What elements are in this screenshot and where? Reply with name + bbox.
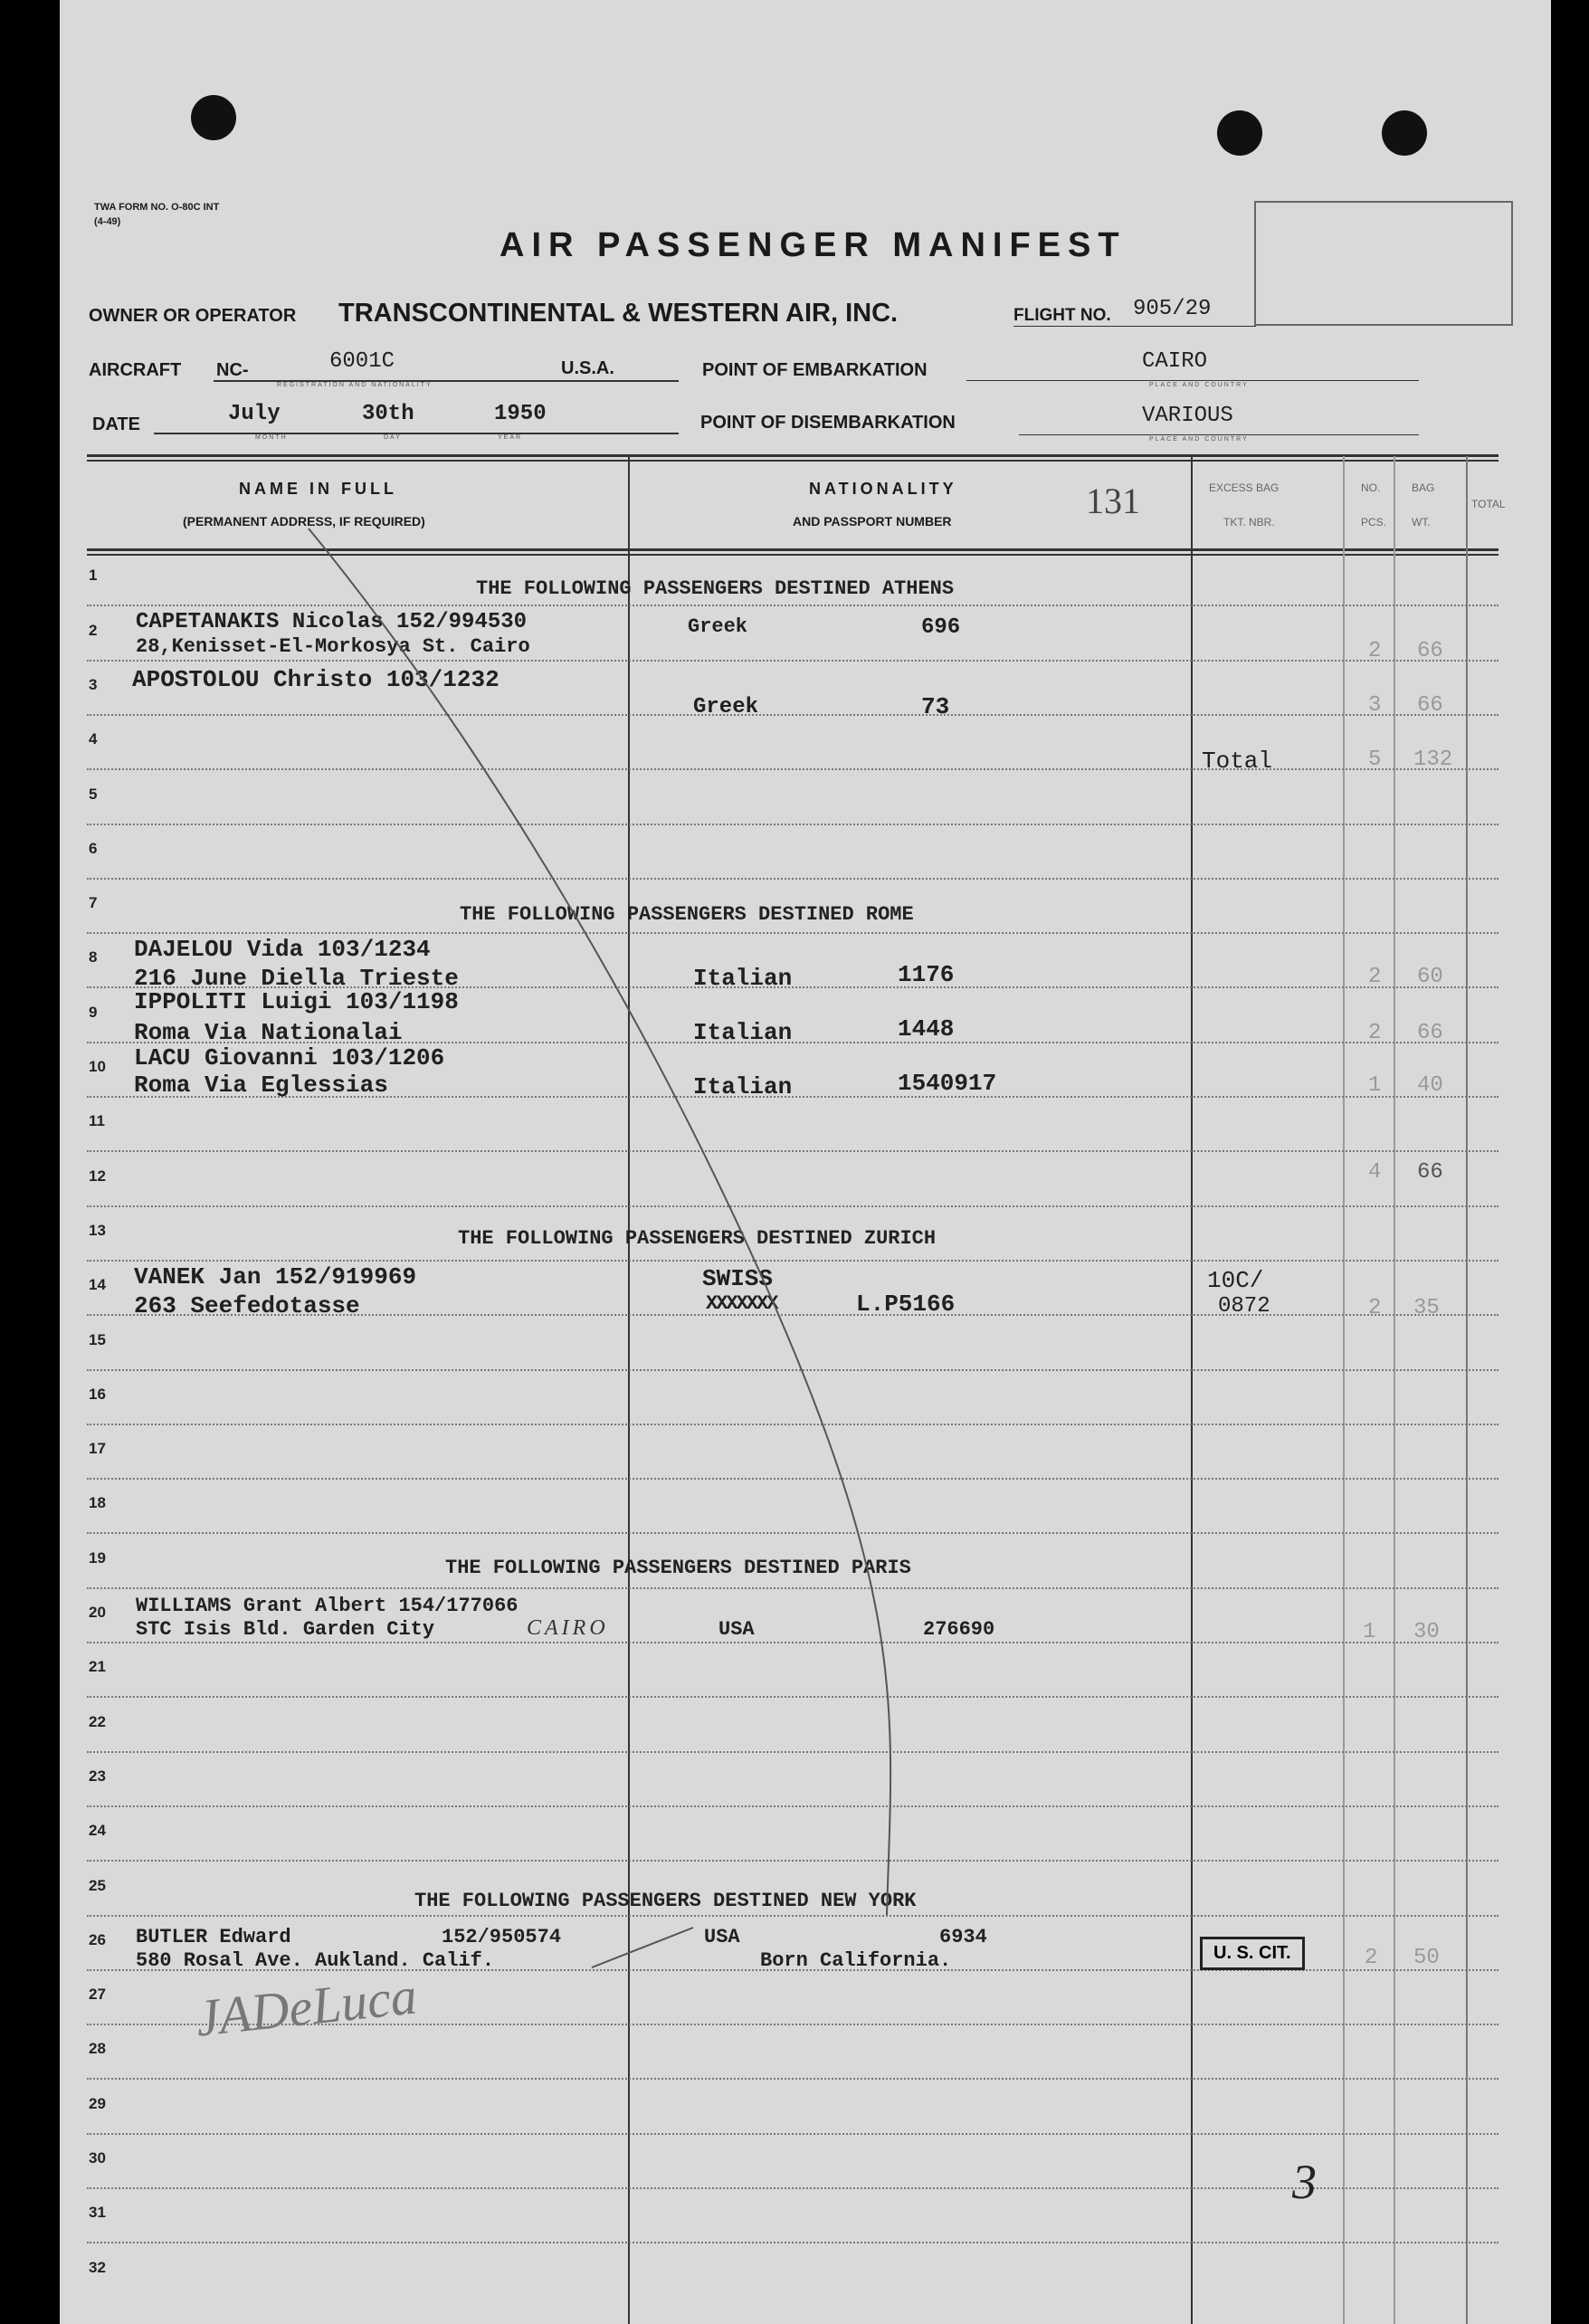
- destination-paris: THE FOLLOWING PASSENGERS DESTINED PARIS: [445, 1557, 911, 1579]
- p3-bag-pcs: 2: [1368, 965, 1382, 989]
- row-number: 1: [89, 567, 98, 585]
- manifest-sheet: [60, 0, 1551, 2324]
- p7-address: STC Isis Bld. Garden City: [136, 1618, 435, 1641]
- form-number: TWA FORM NO. O-80C INT: [94, 202, 220, 213]
- destination-athens: THE FOLLOWING PASSENGERS DESTINED ATHENS: [476, 577, 955, 600]
- p7-bag-wt: 30: [1413, 1620, 1440, 1644]
- owner-value: TRANSCONTINENTAL & WESTERN AIR, INC.: [338, 299, 899, 328]
- bag-wt-subheader: WT.: [1412, 516, 1431, 529]
- bag-pcs-subheader: PCS.: [1361, 516, 1387, 529]
- row-number: 23: [89, 1767, 106, 1785]
- row-number: 7: [89, 894, 98, 912]
- p7-passport: 276690: [923, 1618, 995, 1641]
- row-number: 32: [89, 2258, 106, 2276]
- p5-bag-pcs: 1: [1368, 1073, 1382, 1098]
- bag-pcs-header: NO.: [1361, 481, 1381, 494]
- us-citizen-stamp: U. S. CIT.: [1200, 1937, 1305, 1970]
- p7-bag-pcs: 1: [1363, 1620, 1376, 1644]
- row-number: 21: [89, 1658, 106, 1676]
- p5-name: LACU Giovanni 103/1206: [134, 1044, 445, 1072]
- aircraft-prefix: NC-: [216, 360, 249, 380]
- disembarkation-place-caption: PLACE AND COUNTRY: [1149, 436, 1249, 443]
- row-number: 5: [89, 785, 98, 803]
- p5-bag-wt: 40: [1417, 1073, 1443, 1098]
- date-year: 1950: [494, 402, 547, 426]
- aircraft-nationality: U.S.A.: [561, 358, 614, 378]
- p6-address: 263 Seefedotasse: [134, 1292, 360, 1319]
- embarkation-label: POINT OF EMBARKATION: [702, 360, 928, 380]
- row-number: 8: [89, 948, 98, 967]
- row-number: 12: [89, 1167, 106, 1185]
- p8-nationality: USA: [704, 1926, 740, 1948]
- aircraft-label: AIRCRAFT: [89, 360, 182, 380]
- p2-bag-wt: 66: [1417, 693, 1443, 718]
- athens-total-label: Total: [1202, 748, 1273, 775]
- excess-bag-header: EXCESS BAG: [1209, 481, 1280, 494]
- row-number: 16: [89, 1385, 106, 1403]
- rome-total-pcs: 4: [1368, 1160, 1382, 1185]
- row-number: 15: [89, 1330, 106, 1348]
- row-number: 3: [89, 675, 98, 693]
- p7-nationality: USA: [718, 1618, 755, 1641]
- date-day: 30th: [362, 402, 414, 426]
- nationality-column-subheader: AND PASSPORT NUMBER: [793, 514, 952, 529]
- page-title: AIR PASSENGER MANIFEST: [500, 226, 1127, 264]
- embarkation-value: CAIRO: [1142, 349, 1208, 374]
- signature: JADeLuca: [193, 1966, 420, 2048]
- row-number: 20: [89, 1604, 106, 1621]
- disembarkation-value: VARIOUS: [1142, 404, 1233, 428]
- date-label: DATE: [92, 414, 140, 434]
- p1-bag-wt: 66: [1417, 639, 1443, 663]
- p6-bag-pcs: 2: [1368, 1296, 1382, 1320]
- destination-new-york: THE FOLLOWING PASSENGERS DESTINED NEW YORK: [414, 1890, 917, 1912]
- page-mark: 3: [1292, 2155, 1317, 2209]
- row-number: 13: [89, 1221, 106, 1239]
- total-header: TOTAL: [1471, 498, 1506, 510]
- p6-passport: L.P5166: [856, 1291, 956, 1318]
- flight-value: 905/29: [1133, 297, 1212, 321]
- p5-address: Roma Via Eglessias: [134, 1072, 388, 1099]
- p3-address: 216 June Diella Trieste: [134, 965, 459, 992]
- p8-id: 152/950574: [442, 1926, 562, 1948]
- p7-address-handwritten: CAIRO: [527, 1616, 609, 1640]
- row-number: 26: [89, 1930, 106, 1948]
- row-number: 28: [89, 2040, 106, 2058]
- date-month: July: [228, 402, 281, 426]
- p8-born: Born California.: [760, 1949, 952, 1972]
- p1-name: CAPETANAKIS Nicolas 152/994530: [136, 610, 528, 634]
- row-number: 4: [89, 730, 98, 748]
- p4-address: Roma Via Nationalai: [134, 1019, 403, 1046]
- p3-nationality: Italian: [693, 965, 793, 992]
- row-number: 9: [89, 1003, 98, 1021]
- nationality-column-header: NATIONALITY: [809, 480, 957, 498]
- owner-label: OWNER OR OPERATOR: [89, 306, 297, 326]
- p8-bag-pcs: 2: [1365, 1946, 1378, 1970]
- p5-nationality: Italian: [693, 1073, 793, 1100]
- p4-bag-wt: 66: [1417, 1021, 1443, 1045]
- row-number: 2: [89, 621, 98, 639]
- row-number: 27: [89, 1986, 106, 2004]
- p3-passport: 1176: [898, 961, 955, 988]
- row-number: 17: [89, 1440, 106, 1458]
- bag-wt-header: BAG: [1412, 481, 1435, 494]
- athens-total-wt: 132: [1413, 748, 1453, 772]
- p8-bag-wt: 50: [1413, 1946, 1440, 1970]
- p3-name: DAJELOU Vida 103/1234: [134, 936, 431, 963]
- p4-passport: 1448: [898, 1015, 955, 1043]
- name-column-header: NAME IN FULL: [239, 480, 397, 498]
- day-caption: DAY: [384, 434, 402, 441]
- row-number: 10: [89, 1058, 106, 1075]
- disembarkation-label: POINT OF DISEMBARKATION: [700, 413, 956, 433]
- p6-nationality: SWISS: [702, 1265, 774, 1292]
- page-count: 131: [1086, 481, 1140, 521]
- destination-zurich: THE FOLLOWING PASSENGERS DESTINED ZURICH: [458, 1227, 937, 1250]
- destination-rome: THE FOLLOWING PASSENGERS DESTINED ROME: [460, 903, 914, 926]
- embarkation-place-caption: PLACE AND COUNTRY: [1149, 382, 1249, 388]
- p6-excess-ticket-2: 0872: [1218, 1294, 1270, 1319]
- p2-name: APOSTOLOU Christo 103/1232: [132, 666, 500, 693]
- row-number: 31: [89, 2204, 106, 2222]
- row-number: 22: [89, 1712, 106, 1730]
- year-caption: YEAR: [498, 434, 523, 441]
- registration-caption: REGISTRATION AND NATIONALITY: [277, 382, 433, 388]
- p3-bag-wt: 60: [1417, 965, 1443, 989]
- row-number: 24: [89, 1822, 106, 1840]
- month-caption: MONTH: [255, 434, 288, 441]
- p1-nationality: Greek: [688, 615, 748, 638]
- p6-name: VANEK Jan 152/919969: [134, 1263, 417, 1291]
- form-date: (4-49): [94, 216, 121, 227]
- row-number: 29: [89, 2094, 106, 2112]
- p8-address: 580 Rosal Ave. Aukland. Calif.: [136, 1949, 495, 1972]
- row-number: 19: [89, 1548, 106, 1567]
- row-number: 11: [89, 1112, 105, 1130]
- rome-total-wt: 66: [1417, 1160, 1443, 1185]
- p7-name: WILLIAMS Grant Albert 154/177066: [136, 1595, 519, 1617]
- p2-bag-pcs: 3: [1368, 693, 1382, 718]
- row-number: 30: [89, 2149, 106, 2167]
- p8-name: BUTLER Edward: [136, 1926, 291, 1948]
- p5-passport: 1540917: [898, 1070, 997, 1097]
- p4-nationality: Italian: [693, 1019, 793, 1046]
- row-number: 14: [89, 1276, 106, 1294]
- p2-nationality: Greek: [693, 695, 759, 719]
- p6-bag-wt: 35: [1413, 1296, 1440, 1320]
- name-column-subheader: (PERMANENT ADDRESS, IF REQUIRED): [183, 514, 425, 529]
- row-number: 18: [89, 1494, 106, 1512]
- p8-passport: 6934: [939, 1926, 987, 1948]
- p6-struck-nationality: XXXXXXX: [706, 1292, 777, 1315]
- p2-passport: 73: [921, 693, 950, 720]
- p4-name: IPPOLITI Luigi 103/1198: [134, 988, 459, 1015]
- p1-bag-pcs: 2: [1368, 639, 1382, 663]
- aircraft-value: 6001C: [329, 349, 395, 374]
- pencil-line: [60, 0, 1551, 2324]
- p1-passport: 696: [921, 615, 961, 640]
- flight-label: FLIGHT NO.: [1013, 306, 1111, 325]
- p4-bag-pcs: 2: [1368, 1021, 1382, 1045]
- excess-bag-subheader: TKT. NBR.: [1223, 516, 1275, 529]
- p1-address: 28,Kenisset-El-Morkosya St. Cairo: [136, 635, 530, 658]
- row-number: 6: [89, 839, 98, 857]
- p6-excess-ticket: 10C/: [1207, 1267, 1264, 1294]
- athens-total-pcs: 5: [1368, 748, 1382, 772]
- row-number: 25: [89, 1876, 106, 1894]
